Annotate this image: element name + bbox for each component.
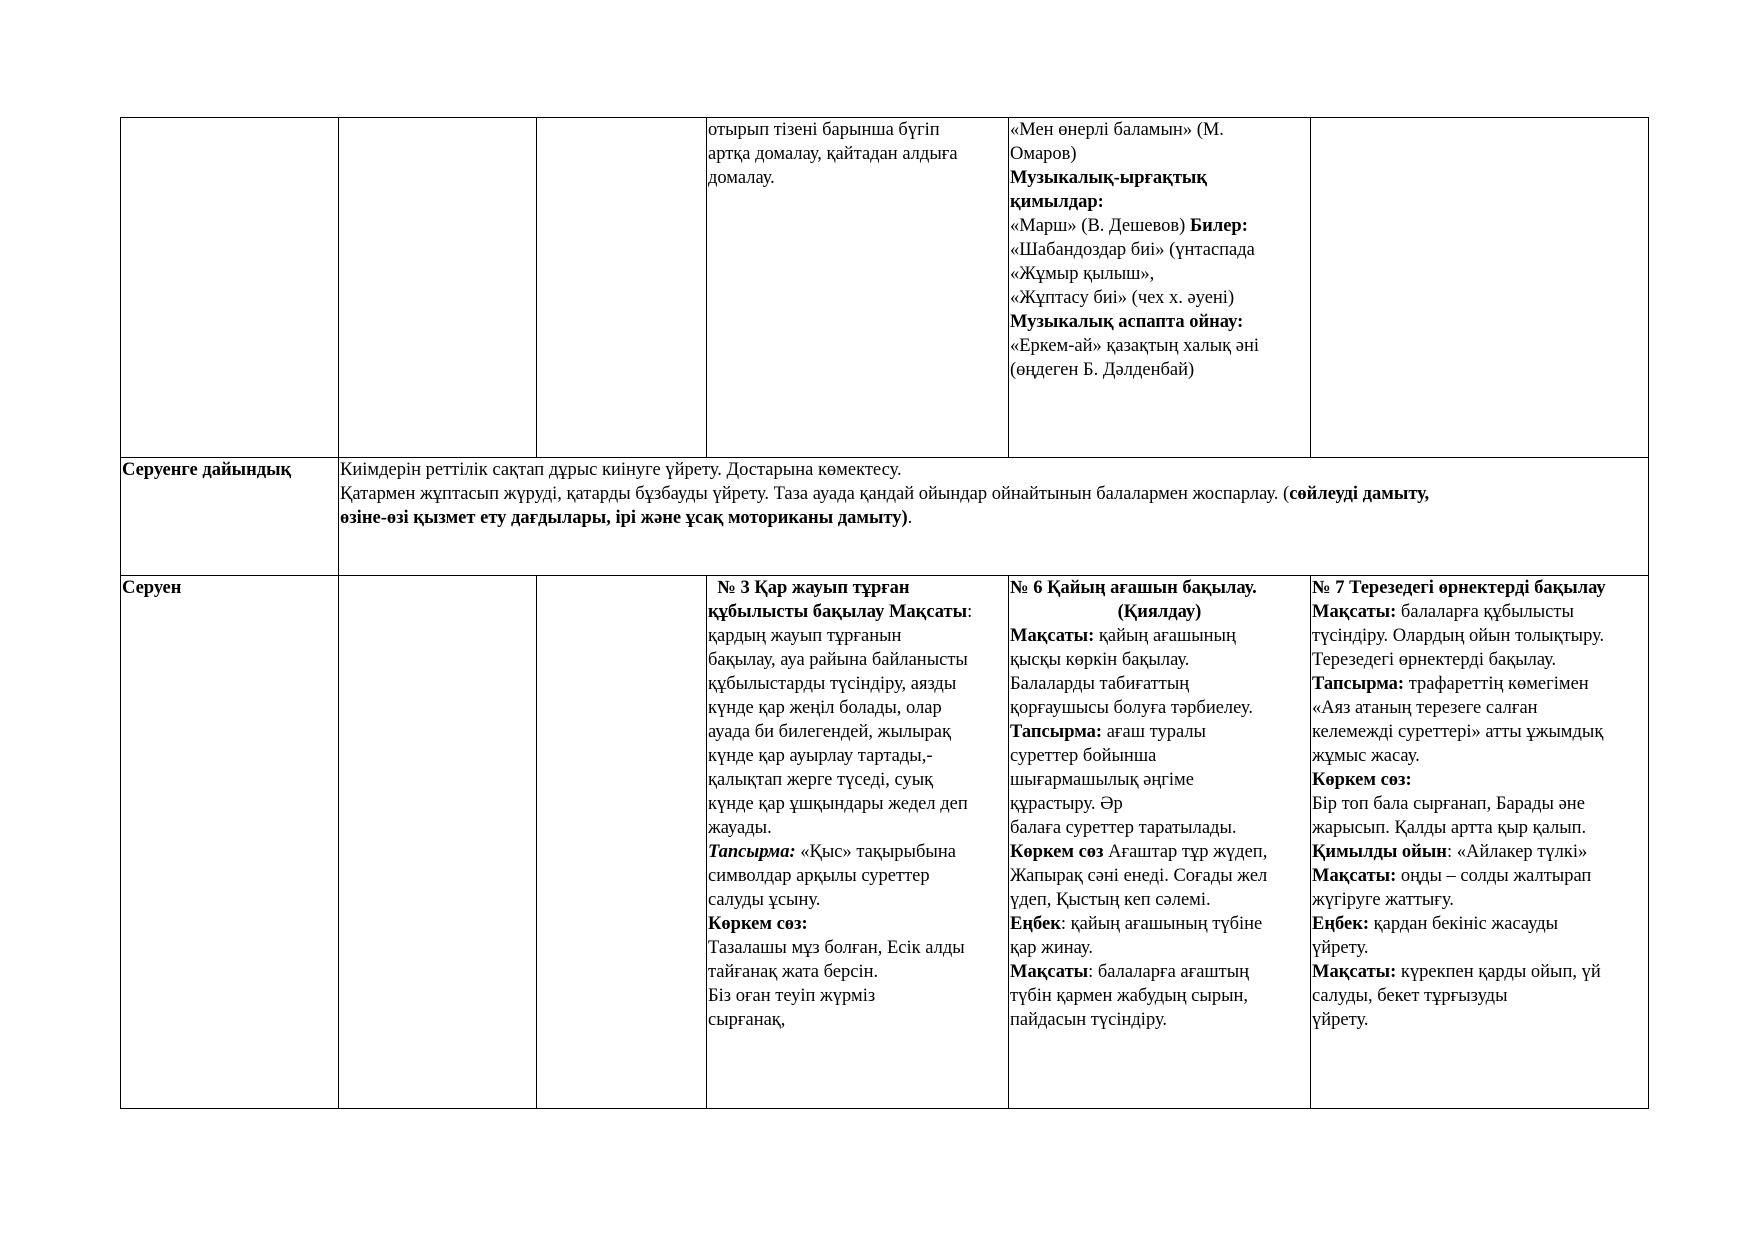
text-line: қардың жауып тұрғанын (708, 626, 902, 646)
text-line: «Мен өнерлі баламын» (М. (1010, 120, 1224, 140)
text-line (708, 840, 1007, 864)
text-run: «Қыс» тақырыбына (795, 842, 956, 862)
text-line: құбылыстарды түсіндіру, аязды (708, 674, 957, 694)
text-line: суреттер бойынша (1010, 746, 1157, 766)
task-label: Тапсырма: (708, 842, 796, 862)
text-line: күнде қар ауырлау тартады,- (708, 746, 933, 766)
work-label: Еңбек (1010, 914, 1061, 934)
text-line: қысқы көркін бақылау. (1010, 650, 1190, 670)
text-line (1312, 672, 1647, 696)
text-line: Тазалашы мұз болған, Есік алды (708, 938, 965, 958)
art-word-label: Көркем сөз (1010, 842, 1104, 862)
text-line: үдеп, Қыстың кеп сәлемі. (1010, 890, 1211, 910)
cell-walk-7 (1311, 576, 1649, 1109)
row-label: Серуенге дайындық (121, 458, 339, 576)
art-word-label: Көркем сөз: (708, 914, 808, 934)
text-line: үйрету. (1312, 1010, 1369, 1030)
observation-title: № 3 Қар жауып тұрған (708, 578, 910, 598)
cell-empty (537, 118, 707, 458)
cell-walk-3 (707, 576, 1009, 1109)
text-run: : қайың ағашының түбіне (1060, 914, 1263, 934)
text-line: келемежді суреттері» атты ұжымдық (1312, 722, 1604, 742)
cell-empty (537, 576, 707, 1109)
text-run: қайың ағашының (1094, 626, 1236, 646)
text-line (1312, 864, 1647, 888)
art-word-label: Көркем сөз: (1312, 770, 1412, 790)
task-label: Тапсырма: (1010, 722, 1103, 742)
text-line: бақылау, ауа райына байланысты (708, 650, 968, 670)
table-row-walk-preparation (121, 458, 1649, 576)
section-heading: Музыкалық аспапта ойнау: (1010, 312, 1244, 332)
section-heading: Музыкалық-ырғақтық (1010, 168, 1208, 188)
task-label: Тапсырма: (1312, 674, 1405, 694)
observation-title: № 6 Қайың ағашын бақылау. (1010, 578, 1257, 598)
text-line: шығармашылық әңгіме (1010, 770, 1194, 790)
text-run: : «Айлакер түлкі» (1446, 842, 1588, 862)
goal-label: Мақсаты: (1312, 866, 1397, 886)
text-line (1312, 960, 1647, 984)
text-run: қардан бекініс жасауды (1369, 914, 1559, 934)
cell-empty (339, 118, 537, 458)
text-run: трафареттің көмегімен (1404, 674, 1589, 694)
text-line: үйрету. (1312, 938, 1369, 958)
text-line: тайғанақ жата берсін. (708, 962, 879, 982)
text-run: Қатармен жұптасып жүруді, қатарды бұзбауды үйрету. Таза ауада қандай ойындар ойнайтынын балалармен жоспарлау. ( (340, 484, 1290, 504)
table-row-continuation (121, 118, 1649, 458)
text-line: «Жұптасу биі» (чех х. әуені) (1010, 288, 1235, 308)
text-line: қалықтап жерге түседі, суық (708, 770, 934, 790)
text-line: Киімдерін реттілік сақтап дұрыс киінуге үйрету. Достарына көмектесу. (340, 460, 902, 480)
text-line: Біз оған теуіп жүрміз (708, 986, 876, 1006)
text-line (1010, 214, 1309, 238)
text-line: түбін қармен жабудың сырын, (1010, 986, 1249, 1006)
text-line: (өңдеген Б. Дәлденбай) (1010, 360, 1195, 380)
text-line: жүгіруге жаттығу. (1312, 890, 1454, 910)
text-line: күнде қар жеңіл болады, олар (708, 698, 942, 718)
plan-table (120, 117, 1649, 1109)
text-line: Балаларды табиғаттың (1010, 674, 1190, 694)
text-line: жауады. (708, 818, 772, 838)
cell-walk-6 (1009, 576, 1311, 1109)
text-line (1010, 624, 1309, 648)
text-run: : балаларға ағаштың (1088, 962, 1250, 982)
row-label: Серуен (121, 576, 339, 1109)
observation-title: құбылысты бақылау Мақсаты (708, 602, 968, 622)
text-line: «Аяз атаның терезеге салған (1312, 698, 1538, 718)
goal-label: Мақсаты: (1010, 626, 1095, 646)
text-line (1312, 912, 1647, 936)
work-label: Еңбек: (1312, 914, 1370, 934)
cell-exercise-continuation (707, 118, 1009, 458)
text-line: құрастыру. Әр (1010, 794, 1123, 814)
text-line: салуды ұсыну. (708, 890, 821, 910)
text-line: Бір топ бала сырғанап, Барады әне (1312, 794, 1585, 814)
section-heading: Билер: (1189, 216, 1248, 236)
text-line: сырғанақ, (708, 1010, 786, 1030)
text-line: «Жұмыр қылыш», (1010, 264, 1155, 284)
cell-walk-preparation (339, 458, 1649, 576)
text-line: Терезедегі өрнектерді бақылау. (1312, 650, 1557, 670)
text-line: қар жинау. (1010, 938, 1093, 958)
text-line: «Шабандоздар биі» (үнтаспада (1010, 240, 1255, 260)
text-run: ағаш туралы (1102, 722, 1206, 742)
text-run: «Марш» (В. Дешевов) (1010, 216, 1190, 236)
text-line (1010, 840, 1309, 864)
cell-empty (1311, 118, 1649, 458)
text-run: оңды – солды жалтырап (1396, 866, 1592, 886)
text-line (1010, 960, 1309, 984)
text-line: домалау. (708, 168, 775, 188)
text-line: ауада би билегендей, жылырақ (708, 722, 951, 742)
text-run: : (967, 602, 973, 622)
observation-title: № 7 Терезедегі өрнектерді бақылау (1312, 578, 1606, 598)
text-line (1010, 912, 1309, 936)
observation-subtitle: (Қиялдау) (1117, 602, 1202, 622)
bold-run: өзіне-өзі қызмет ету дағдылары, ірі және ұсақ моториканы дамыту) (340, 508, 908, 528)
text-run: Ағаштар тұр жүдеп, (1103, 842, 1268, 862)
text-line (1312, 600, 1647, 624)
cell-empty (121, 118, 339, 458)
text-line (1312, 840, 1647, 864)
text-line: жұмыс жасау. (1312, 746, 1420, 766)
text-run: . (907, 508, 913, 528)
text-line: салуды, бекет тұрғызуды (1312, 986, 1508, 1006)
text-line: отырып тізені барынша бүгіп (708, 120, 940, 140)
text-line: Жапырақ сәні енеді. Соғады жел (1010, 866, 1268, 886)
goal-label: Мақсаты: (1312, 602, 1397, 622)
bold-run: сөйлеуді дамыту, (1289, 484, 1430, 504)
text-line (340, 482, 1647, 506)
section-heading: қимылдар: (1010, 192, 1104, 212)
text-line: жарысып. Қалды артта қыр қалып. (1312, 818, 1587, 838)
text-run: балаларға құбылысты (1396, 602, 1574, 622)
text-line: символдар арқылы суреттер (708, 866, 930, 886)
text-line (708, 600, 1007, 624)
text-line: Омаров) (1010, 144, 1077, 164)
text-line: күнде қар ұшқындары жедел деп (708, 794, 968, 814)
text-line: қорғаушысы болуға тәрбиелеу. (1010, 698, 1253, 718)
text-line: пайдасын түсіндіру. (1010, 1010, 1167, 1030)
goal-label: Мақсаты: (1312, 962, 1397, 982)
text-line: түсіндіру. Олардың ойын толықтыру. (1312, 626, 1605, 646)
table-row-walk (121, 576, 1649, 1109)
text-line (340, 506, 1647, 530)
cell-empty (339, 576, 537, 1109)
text-line: «Еркем-ай» қазақтың халық әні (1010, 336, 1260, 356)
game-label: Қимылды ойын (1312, 842, 1447, 862)
text-line (1010, 720, 1309, 744)
text-line: балаға суреттер таратылады. (1010, 818, 1237, 838)
cell-music-continuation (1009, 118, 1311, 458)
text-line: артқа домалау, қайтадан алдыға (708, 144, 958, 164)
text-run: күрекпен қарды ойып, үй (1396, 962, 1601, 982)
goal-label: Мақсаты (1010, 962, 1089, 982)
